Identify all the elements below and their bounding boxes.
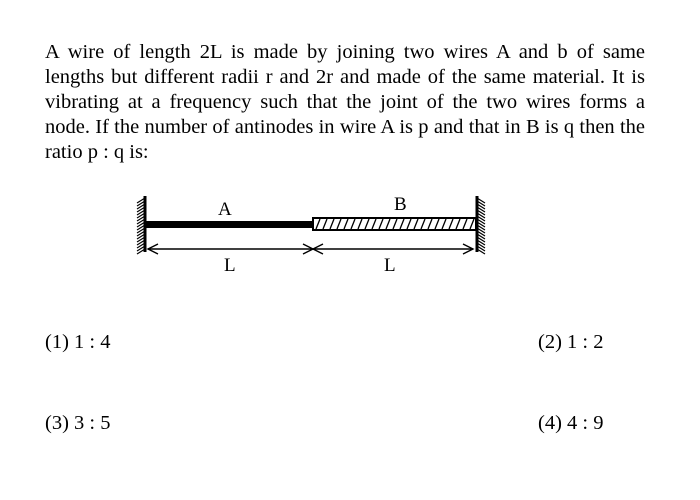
option-2[interactable] bbox=[538, 330, 603, 354]
wire-b-label: B bbox=[394, 194, 407, 215]
option-3[interactable] bbox=[45, 411, 110, 435]
option-3-value: 3 : 5 bbox=[74, 412, 111, 434]
wire-diagram bbox=[120, 188, 500, 278]
option-2-number: (2) bbox=[538, 331, 562, 353]
question-text: A wire of length 2L is made by joining two wires A and b of same lengths but different radii r and 2r and made of the same material. It is vibrating at a frequency such that the joint of the two wires forms a node. If the number of antinodes in wire A is p and that in B is q then the ratio p : q is: bbox=[45, 41, 645, 163]
option-1[interactable] bbox=[45, 330, 110, 354]
option-4[interactable] bbox=[538, 411, 603, 435]
wire-b bbox=[313, 218, 476, 230]
option-1-number: (1) bbox=[45, 331, 69, 353]
length-a-label: L bbox=[224, 255, 236, 276]
left-wall bbox=[137, 196, 145, 254]
option-4-value: 4 : 9 bbox=[567, 412, 604, 434]
option-3-number: (3) bbox=[45, 412, 69, 434]
dimension-arrows bbox=[148, 244, 473, 254]
length-b-label: L bbox=[384, 255, 396, 276]
right-wall bbox=[477, 196, 485, 254]
option-4-number: (4) bbox=[538, 412, 562, 434]
wire-a bbox=[146, 221, 313, 228]
option-2-value: 1 : 2 bbox=[567, 331, 604, 353]
option-1-value: 1 : 4 bbox=[74, 331, 111, 353]
wire-a-label: A bbox=[218, 199, 232, 220]
